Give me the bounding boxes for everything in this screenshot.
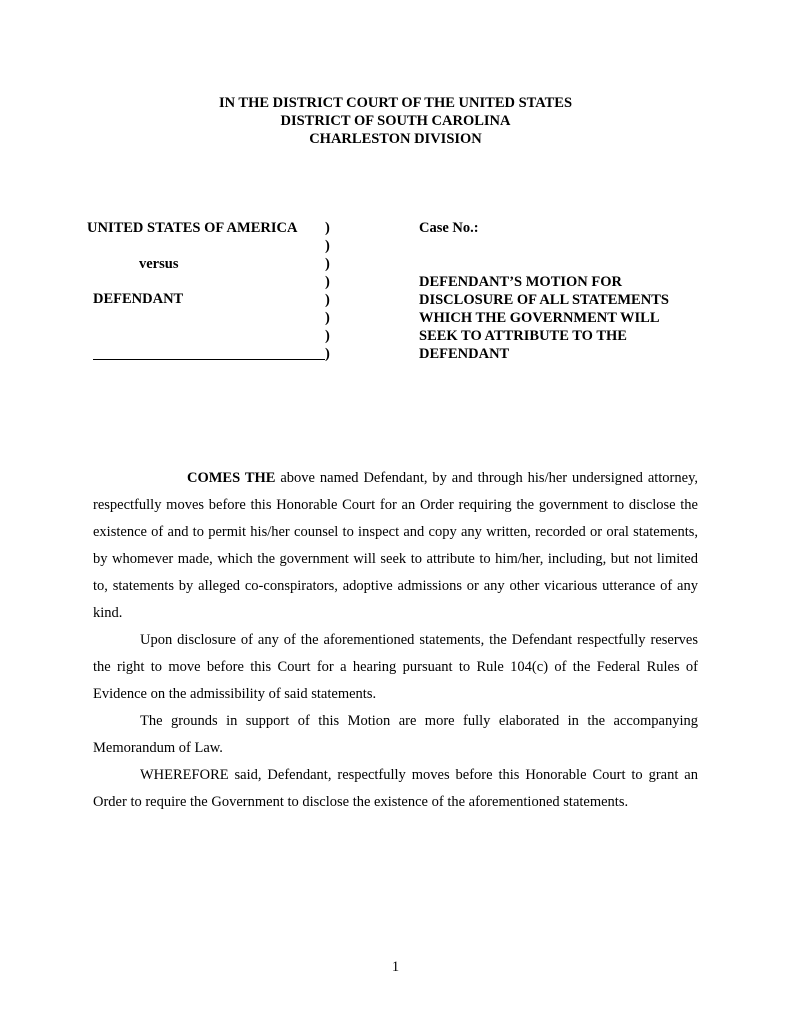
division-name: CHARLESTON DIVISION: [309, 131, 482, 147]
motion-body: [93, 465, 698, 816]
body-paragraph-1-text: above named Defendant, by and through his/her undersigned attorney, respectfully moves before this Honorable Court for an Order requiring the government to disclose the existence of and to permit his/her counsel to inspect and copy any written, recorded or oral statements, by whomever made, which the government will seek to attribute to him/her, including, but not limited to, statements by alleged co-conspirators, adoptive admissions or any other vicarious utterance of any kind.: [93, 470, 699, 621]
caption-paren: ): [325, 346, 330, 362]
caption-paren: ): [325, 310, 330, 326]
body-paragraph-4: WHEREFORE said, Defendant, respectfully moves before this Honorable Court to grant an Order to require the Government to disclose the existence of the aforementioned statements.: [93, 767, 698, 810]
comes-the-lead: COMES THE: [187, 470, 276, 486]
caption-paren: ): [325, 220, 330, 236]
case-number-label: Case No.:: [419, 220, 479, 236]
motion-title-line: SEEK TO ATTRIBUTE TO THE: [419, 328, 627, 344]
case-caption: [0, 219, 791, 369]
court-name: IN THE DISTRICT COURT OF THE UNITED STATES: [218, 95, 573, 111]
caption-paren: ): [325, 274, 330, 290]
motion-title: [419, 273, 669, 363]
plaintiff-name: UNITED STATES OF AMERICA: [87, 220, 298, 236]
body-paragraph-3: The grounds in support of this Motion are more fully elaborated in the accompanying Memorandum of Law.: [93, 713, 698, 756]
district-name: DISTRICT OF SOUTH CAROLINA: [280, 113, 511, 129]
defendant-name: DEFENDANT: [93, 291, 184, 307]
caption-paren: ): [325, 292, 330, 308]
page-number: 1: [391, 959, 400, 975]
motion-title-line: DISCLOSURE OF ALL STATEMENTS: [419, 292, 669, 308]
caption-paren: ): [325, 238, 330, 254]
caption-paren-column: [325, 219, 330, 363]
court-header: [0, 94, 791, 148]
motion-title-line: DEFENDANT: [419, 346, 510, 362]
caption-paren: ): [325, 328, 330, 344]
motion-title-line: WHICH THE GOVERNMENT WILL: [419, 310, 660, 326]
body-paragraph-1: [93, 465, 698, 627]
body-paragraph-2: Upon disclosure of any of the aforementioned statements, the Defendant respectfully reserves the right to move before this Court for a hearing pursuant to Rule 104(c) of the Federal Rules of Evidence on the admissibility of said statements.: [93, 632, 698, 702]
versus-label: versus: [139, 256, 179, 272]
caption-signature-line: [93, 359, 325, 360]
caption-paren: ): [325, 256, 330, 272]
motion-title-line: DEFENDANT’S MOTION FOR: [419, 274, 623, 290]
